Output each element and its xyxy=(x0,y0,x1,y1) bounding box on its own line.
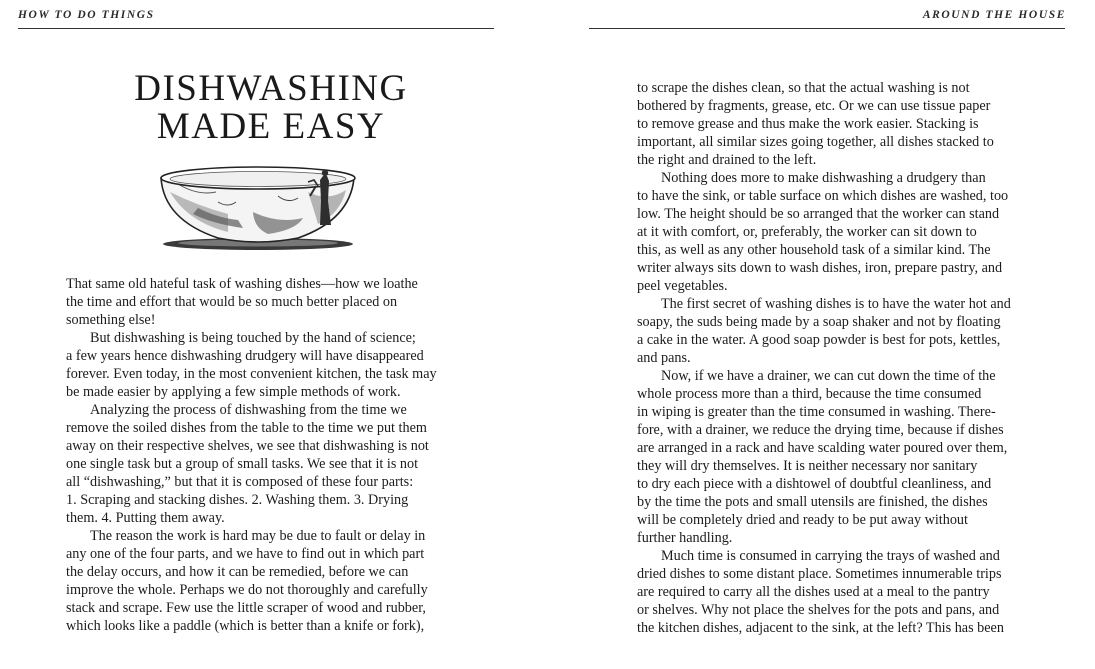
article-title xyxy=(66,70,476,146)
washbasin-illustration xyxy=(158,162,358,252)
right-page xyxy=(560,0,1095,669)
text-line: away on their respective shelves, we see that dishwashing is not xyxy=(66,438,429,454)
text-line: any one of the four parts, and we have to find out in which part xyxy=(66,546,425,562)
text-line: the right and drained to the left. xyxy=(637,152,817,168)
text-line: further handling. xyxy=(637,530,733,546)
text-line: they will dry themselves. It is neither necessary nor sanitary xyxy=(637,458,978,474)
left-body-text xyxy=(66,275,456,635)
text-line: Analyzing the process of dishwashing from the time we xyxy=(90,402,407,418)
text-line: to have the sink, or table surface on which dishes are washed, too xyxy=(637,188,1009,204)
running-head-right: AROUND THE HOUSE xyxy=(922,9,1066,21)
text-line: peel vegetables. xyxy=(637,278,728,294)
text-line: whole process more than a third, because the time consumed xyxy=(637,386,982,402)
text-line: all “dishwashing,” but that it is composed of these four parts: xyxy=(66,474,414,490)
text-line: remove the soiled dishes from the table to the time we put them xyxy=(66,420,427,436)
text-line: are required to carry all the dishes used at a meal to the pantry xyxy=(637,584,990,600)
text-line: Much time is consumed in carrying the trays of washed and xyxy=(661,548,1000,564)
text-line: them. 4. Putting them away. xyxy=(66,510,225,526)
text-line: be made easier by applying a few simple methods of work. xyxy=(66,384,401,400)
text-line: 1. Scraping and stacking dishes. 2. Washing them. 3. Drying xyxy=(66,492,409,508)
text-line: stack and scrape. Few use the little scraper of wood and rubber, xyxy=(66,600,426,616)
right-body-text xyxy=(637,79,1037,637)
header-rule-left xyxy=(18,28,494,29)
text-line: something else! xyxy=(66,312,156,328)
text-line: forever. Even today, in the most convenient kitchen, the task may xyxy=(66,366,437,382)
text-line: important, all similar sizes going together, all dishes stacked to xyxy=(637,134,994,150)
text-line: are arranged in a rack and have scalding water poured over them, xyxy=(637,440,1008,456)
text-line: a few years hence dishwashing drudgery will have disappeared xyxy=(66,348,424,364)
text-line: to dry each piece with a dishtowel of doubtful cleanliness, and xyxy=(637,476,992,492)
text-line: bothered by fragments, grease, etc. Or we can use tissue paper xyxy=(637,98,991,114)
title-line-1: DISHWASHING xyxy=(134,68,408,109)
text-line: to remove grease and thus make the work easier. Stacking is xyxy=(637,116,979,132)
text-line: Nothing does more to make dishwashing a drudgery than xyxy=(661,170,986,186)
text-line: at it with comfort, or, preferably, the worker can sit down to xyxy=(637,224,977,240)
text-line: The reason the work is hard may be due to fault or delay in xyxy=(90,528,426,544)
text-line: the time and effort that would be so much better placed on xyxy=(66,294,398,310)
running-head-left: HOW TO DO THINGS xyxy=(18,9,155,21)
text-line: dried dishes to some distant place. Sometimes innumerable trips xyxy=(637,566,1002,582)
text-line: will be completely dried and ready to be put away without xyxy=(637,512,968,528)
text-line: low. The height should be so arranged that the worker can stand xyxy=(637,206,1000,222)
text-line: But dishwashing is being touched by the hand of science; xyxy=(90,330,416,346)
text-line: fore, with a drainer, we reduce the drying time, because if dishes xyxy=(637,422,1004,438)
text-line: in wiping is greater than the time consumed in washing. There- xyxy=(637,404,996,420)
text-line: which looks like a paddle (which is better than a knife or fork), xyxy=(66,618,425,634)
text-line: or shelves. Why not place the shelves for the pots and pans, and xyxy=(637,602,1000,618)
text-line: writer always sits down to wash dishes, iron, prepare pastry, and xyxy=(637,260,1003,276)
text-line: That same old hateful task of washing dishes—how we loathe xyxy=(66,276,418,292)
text-line: one single task but a group of small tasks. We see that it is not xyxy=(66,456,419,472)
text-line: The first secret of washing dishes is to have the water hot and xyxy=(661,296,1011,312)
text-line: soapy, the suds being made by a soap shaker and not by floating xyxy=(637,314,1001,330)
text-line: by the time the pots and small utensils are finished, the dishes xyxy=(637,494,988,510)
header-rule-right xyxy=(589,28,1065,29)
text-line: improve the whole. Perhaps we do not thoroughly and carefully xyxy=(66,582,428,598)
text-line: the delay occurs, and how it can be remedied, before we can xyxy=(66,564,409,580)
title-line-2: MADE EASY xyxy=(156,106,386,147)
text-line: a cake in the water. A good soap powder is best for pots, kettles, xyxy=(637,332,1001,348)
left-page xyxy=(0,0,520,669)
text-line: this, as well as any other household task of a similar kind. The xyxy=(637,242,991,258)
text-line: Now, if we have a drainer, we can cut down the time of the xyxy=(661,368,996,384)
text-line: to scrape the dishes clean, so that the actual washing is not xyxy=(637,80,970,96)
text-line: the kitchen dishes, adjacent to the sink, at the left? This has been xyxy=(637,620,1004,636)
text-line: and pans. xyxy=(637,350,691,366)
